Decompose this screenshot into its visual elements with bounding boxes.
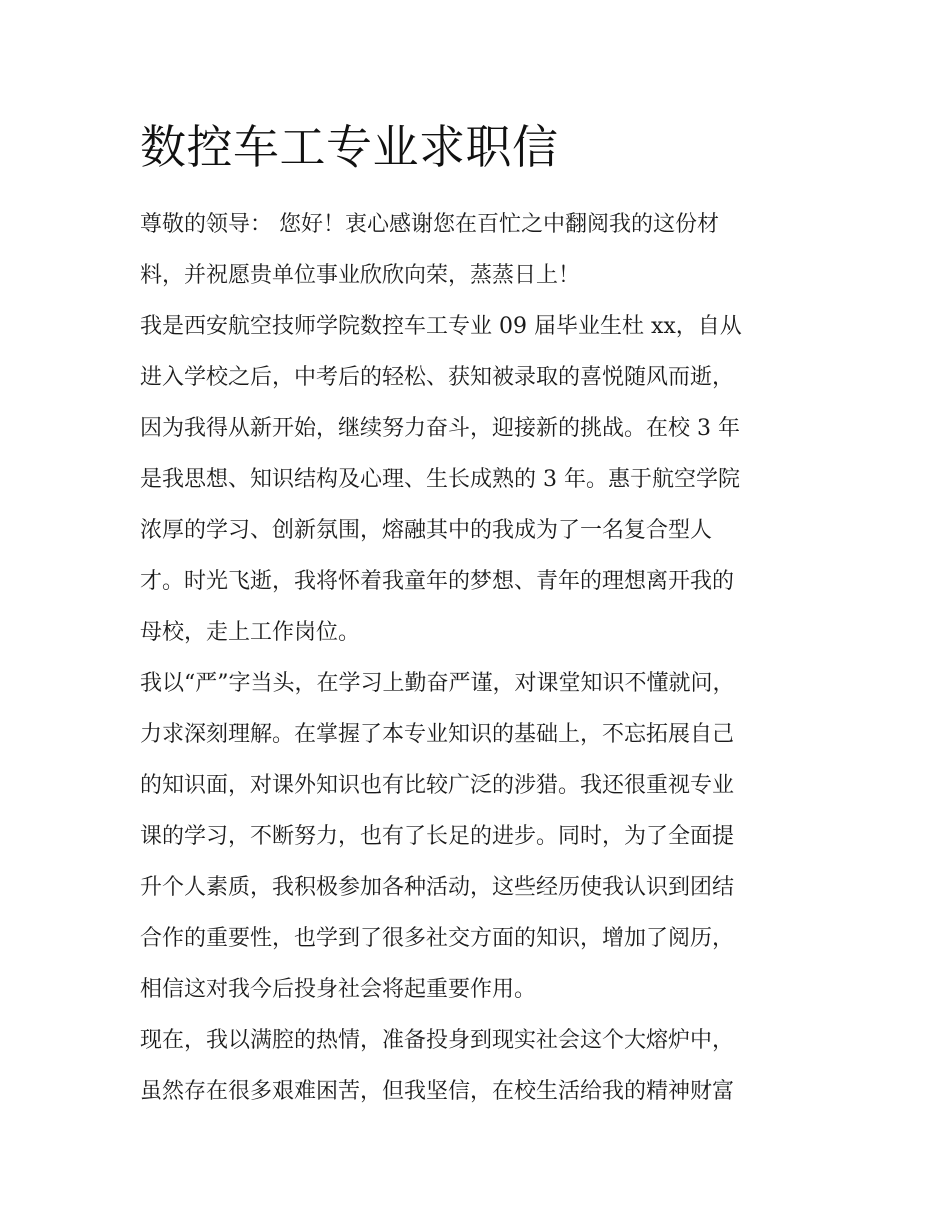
- text-line: 的知识面，对课外知识也有比较广泛的涉猎。我还很重视专业: [140, 773, 735, 798]
- text-line: 课的学习，不断努力，也有了长足的进步。同时，为了全面提: [140, 824, 735, 849]
- paragraph-study: [140, 658, 820, 1015]
- text-line: 我以“严”字当头，在学习上勤奋严谨，对课堂知识不懂就问，: [140, 671, 735, 696]
- text-line: 相信这对我今后投身社会将起重要作用。: [140, 977, 537, 1002]
- text-line: 尊敬的领导： 您好！衷心感谢您在百忙之中翻阅我的这份材: [140, 212, 719, 237]
- letter-body: [140, 199, 820, 1117]
- text-line: 现在，我以满腔的热情，准备投身到现实社会这个大熔炉中，: [140, 1028, 735, 1053]
- text-line: 合作的重要性，也学到了很多社交方面的知识，增加了阅历，: [140, 926, 735, 951]
- paragraph-greeting: [140, 199, 820, 301]
- text-line: 是我思想、知识结构及心理、生长成熟的 3 年。惠于航空学院: [140, 467, 740, 492]
- text-line: 才。时光飞逝，我将怀着我童年的梦想、青年的理想离开我的: [140, 569, 735, 594]
- text-line: 进入学校之后，中考后的轻松、获知被录取的喜悦随风而逝，: [140, 365, 735, 390]
- paragraph-future: [140, 1015, 820, 1117]
- paragraph-introduction: [140, 301, 820, 658]
- text-line: 升个人素质，我积极参加各种活动，这些经历使我认识到团结: [140, 875, 735, 900]
- text-line: 因为我得从新开始，继续努力奋斗，迎接新的挑战。在校 3 年: [140, 416, 740, 441]
- text-line: 浓厚的学习、创新氛围，熔融其中的我成为了一名复合型人: [140, 518, 713, 543]
- document-title: 数控车工专业求职信: [140, 120, 559, 174]
- text-line: 力求深刻理解。在掌握了本专业知识的基础上，不忘拓展自己: [140, 722, 735, 747]
- text-line: 母校，走上工作岗位。: [140, 620, 361, 645]
- text-line: 料，并祝愿贵单位事业欣欣向荣，蒸蒸日上！: [140, 263, 581, 288]
- text-line: 我是西安航空技师学院数控车工专业 09 届毕业生杜 xx，自从: [140, 314, 742, 339]
- text-line: 虽然存在很多艰难困苦，但我坚信，在校生活给我的精神财富: [140, 1079, 735, 1104]
